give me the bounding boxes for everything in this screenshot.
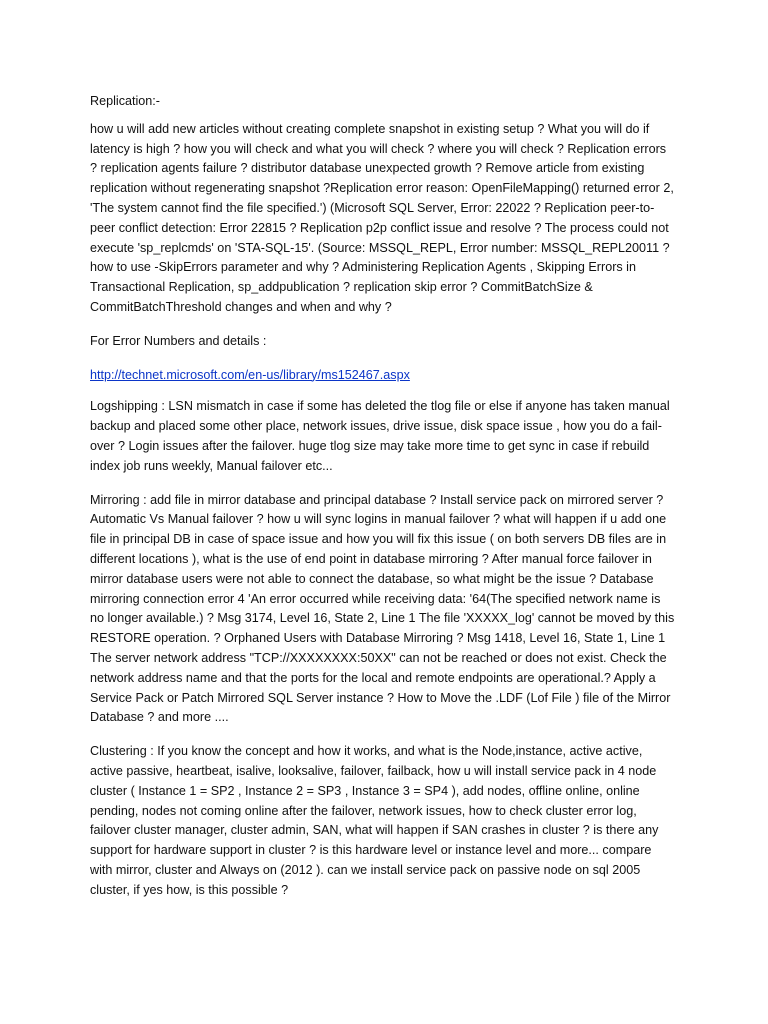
error-numbers-heading: For Error Numbers and details : xyxy=(90,333,267,348)
replication-paragraph: how u will add new articles without creating complete snapshot in existing setup ? What you will do if latency is high ? how you will check and what you will check ? where you will check ? Replication errors ? replication agents failure ? distributor database unexpected growth ? Remove article from existing replication without regenerating snapshot ?Replication error reason: OpenFileMapping() returned error 2, 'The system cannot find the file specified.') (Microsoft SQL Server, Error: 22022 ? Replication peer-to-peer conflict detection: Error 22815 ? Replication p2p conflict issue and resolve ? The process could not execute 'sp_replcmds' on 'STA-SQL-15'. (Source: MSSQL_REPL, Error number: MSSQL_REPL20011 ? how to use -SkipErrors parameter and why ? Administering Replication Agents , Skipping Errors in Transactional Replication, sp_addpublication ? replication skip error ? CommitBatchSize & CommitBatchThreshold changes and when and why ? xyxy=(90,121,674,314)
error-numbers-link-row xyxy=(90,366,676,386)
document-page xyxy=(90,92,676,914)
error-numbers-link[interactable]: http://technet.microsoft.com/en-us/library/ms152467.aspx xyxy=(90,367,410,382)
clustering-paragraph: Clustering : If you know the concept and how it works, and what is the Node,instance, active active, active passive, heartbeat, isalive, looksalive, failover, failback, how u will install service pack in 4 node cluster ( Instance 1 = SP2 , Instance 2 = SP3 , Instance 3 = SP4 ), add nodes, offline online, online pending, nodes not coming online after the failover, network issues, how to check cluster error log, failover cluster manager, cluster admin, SAN, what will happen if SAN crashes in cluster ? is there any support for hardware support in cluster ? is this hardware level or instance level and more... compare with mirror, cluster and Always on (2012 ). can we install service pack on passive node on sql 2005 cluster, if yes how, is this possible ? xyxy=(90,744,659,897)
replication-heading: Replication:- xyxy=(90,94,160,108)
logshipping-paragraph: Logshipping : LSN mismatch in case if some has deleted the tlog file or else if anyone has taken manual backup and placed some other place, network issues, drive issue, disk space issue , how you do a fail-over ? Login issues after the failover. huge tlog size may take more time to get sync in case if rebuild index job runs weekly, Manual failover etc... xyxy=(90,399,670,473)
mirroring-paragraph: Mirroring : add file in mirror database and principal database ? Install service pack on mirrored server ? Automatic Vs Manual failover ? how u will sync logins in manual failover ? what will happen if u add one file in principal DB in case of space issue and how you will fix this issue ( on both servers DB files are in different locations ), what is the use of end point in database mirroring ? After manual force failover in mirror database users were not able to connect the database, so what might be the issue ? Database mirroring connection error 4 'An error occurred while receiving data: '64(The specified network name is no longer available.) ? Msg 3174, Level 16, State 2, Line 1 The file 'XXXXX_log' cannot be moved by this RESTORE operation. ? Orphaned Users with Database Mirroring ? Msg 1418, Level 16, State 1, Line 1 The server network address "TCP://XXXXXXXX:50XX" can not be reached or does not exist. Check the network address name and that the ports for the local and remote endpoints are operational.? Apply a Service Pack or Patch Mirrored SQL Server instance ? How to Move the .LDF (Lof File ) file of the Mirror Database ? and more .... xyxy=(90,492,675,725)
